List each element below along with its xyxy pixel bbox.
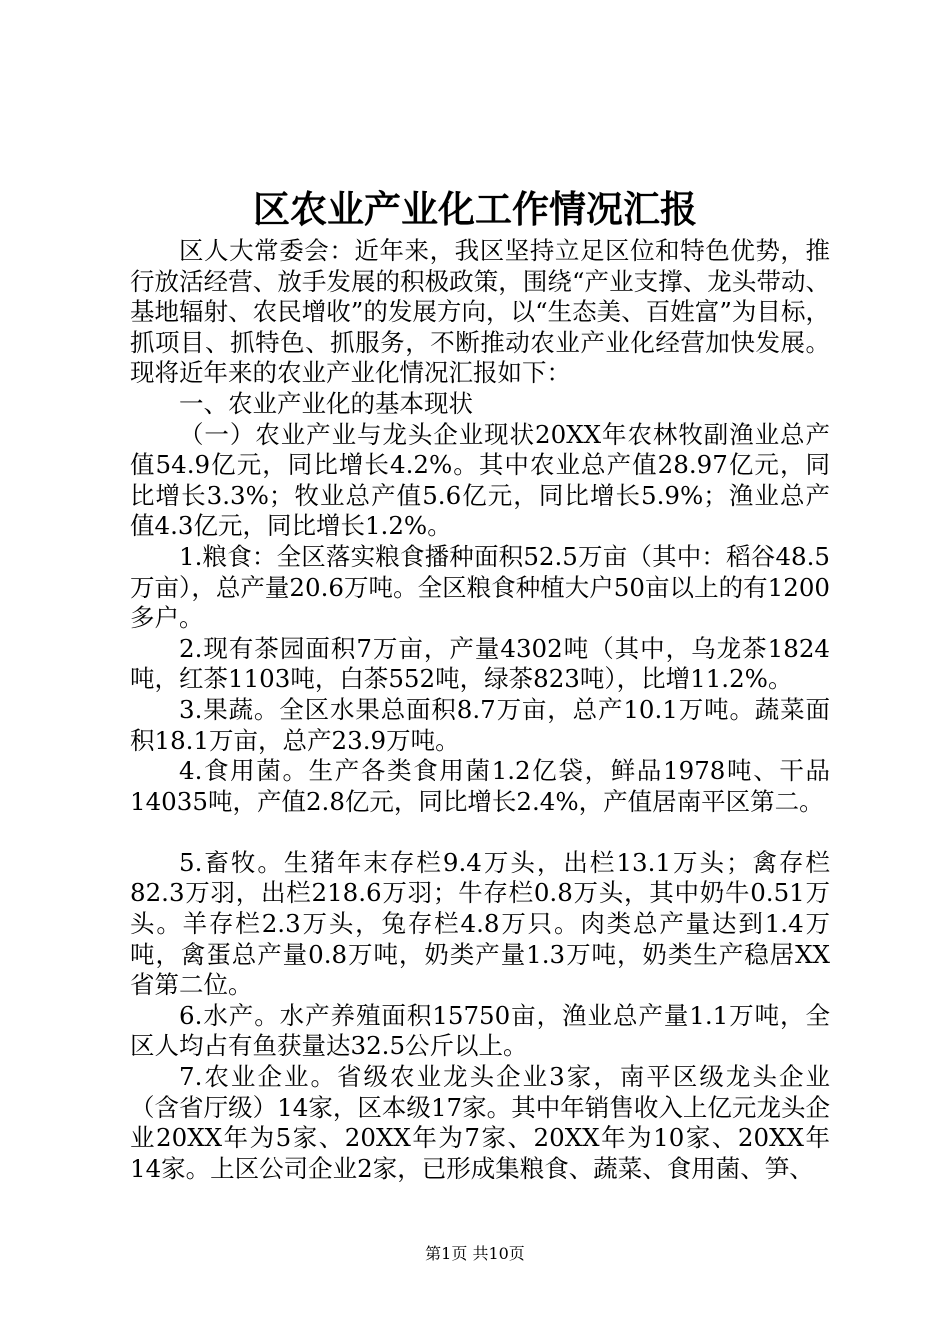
paragraph-livestock: 5.畜牧。生猪年末存栏9.4万头，出栏13.1万头；禽存栏82.3万羽，出栏218.6万羽；牛存栏0.8万头，其中奶牛0.51万头。羊存栏2.3万头，兔存栏4.8万只。肉类总产量达到1.4万吨，禽蛋总产量0.8万吨，奶类产量1.3万吨，奶类生产稳居XX省第二位。	[130, 847, 830, 1000]
page-number-footer: 第1页 共10页	[425, 1244, 525, 1263]
paragraph-aquaculture: 6.水产。水产养殖面积15750亩，渔业总产量1.1万吨，全区人均占有鱼获量达32.5公斤以上。	[130, 1000, 830, 1061]
document-body	[130, 236, 830, 1184]
paragraph-fruit-vegetables: 3.果蔬。全区水果总面积8.7万亩，总产10.1万吨。蔬菜面积18.1万亩，总产23.9万吨。	[130, 694, 830, 755]
paragraph-tea: 2.现有茶园面积7万亩，产量4302吨（其中，乌龙茶1824吨，红茶1103吨，白茶552吨，绿茶823吨），比增11.2%。	[130, 633, 830, 694]
section-heading-1: 一、农业产业化的基本现状	[179, 388, 473, 418]
paragraph-fungi: 4.食用菌。生产各类食用菌1.2亿袋，鲜品1978吨、干品14035吨，产值2.8亿元，同比增长2.4%，产值居南平区第二。	[130, 756, 830, 816]
paragraph-enterprises: 7.农业企业。省级农业龙头企业3家，南平区级龙头企业（含省厅级）14家，区本级17家。其中年销售收入上亿元龙头企业20XX年为5家、20XX年为7家、20XX年为10家、20XX年14家。上区公司企业2家，已形成集粮食、蔬菜、食用菌、笋、	[130, 1062, 830, 1183]
paragraph-intro: 区人大常委会：近年来，我区坚持立足区位和特色优势，推行放活经营、放手发展的积极政策，围绕“产业支撑、龙头带动、基地辐射、农民增收”的发展方向，以“生态美、百姓富”为目标，抓项目、抓特色、抓服务，不断推动农业产业化经营加快发展。现将近年来的农业产业化情况汇报如下：	[130, 236, 830, 388]
paragraph-overview: （一）农业产业与龙头企业现状20XX年农林牧副渔业总产值54.9亿元，同比增长4.2%。其中农业总产值28.97亿元，同比增长3.3%；牧业总产值5.6亿元，同比增长5.9%；渔业总产值4.3亿元，同比增长1.2%。	[130, 419, 830, 541]
document-title: 区农业产业化工作情况汇报	[253, 187, 697, 231]
paragraph-grain: 1.粮食：全区落实粮食播种面积52.5万亩（其中：稻谷48.5万亩），总产量20.6万吨。全区粮食种植大户50亩以上的有1200多户。	[130, 541, 830, 633]
